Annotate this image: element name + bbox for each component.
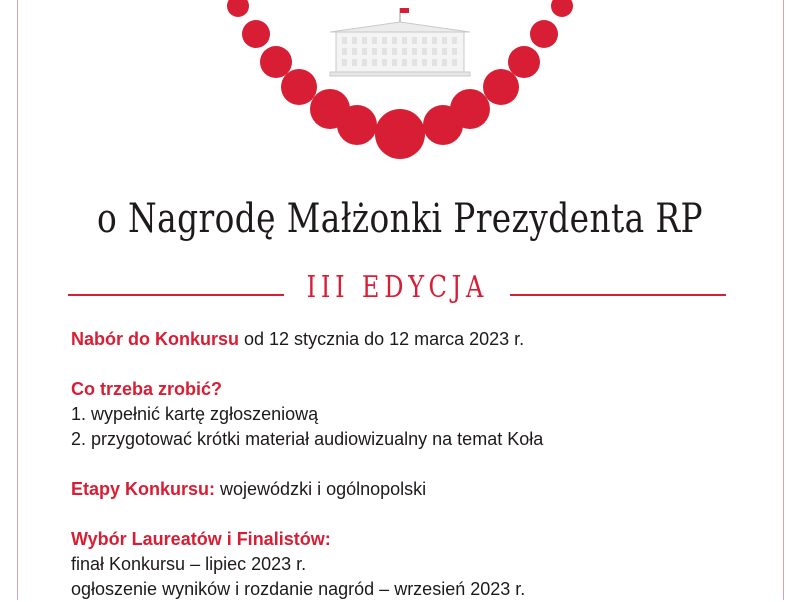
bead [337,105,377,145]
nabor-line [71,327,751,352]
info-content [71,327,751,602]
page-title: o Nagrodę Małżonki Prezydenta RP [97,196,703,242]
divider-left [68,294,284,296]
divider-right [510,294,726,296]
edition-row [68,270,726,310]
etapy-line [71,477,751,502]
presidential-palace-icon [330,8,470,76]
etapy-label: Etapy Konkursu: [71,479,216,499]
bead [530,20,558,48]
nabor-label: Nabór do Konkursu [71,329,240,349]
co-item: 2. przygotować krótki materiał audiowizualny na temat Koła [71,429,544,449]
bead [551,0,573,17]
co-label: Co trzeba zrobić? [71,379,223,399]
nabor-text: od 12 stycznia do 12 marca 2023 r. [239,329,525,349]
wybor-item: finał Konkursu – lipiec 2023 r. [71,554,307,574]
bead [260,46,292,78]
bead [281,69,317,105]
wybor-label: Wybór Laureatów i Finalistów: [71,529,331,549]
necklace-logo [0,0,800,200]
etapy-text: wojewódzki i ogólnopolski [215,479,427,499]
edition-label: III EDYCJA [306,270,489,305]
bead [242,20,270,48]
bead [483,69,519,105]
co-item: 1. wypełnić kartę zgłoszeniową [71,404,319,424]
bead [375,109,425,159]
bead [227,0,249,17]
bead [508,46,540,78]
wybor-item: ogłoszenie wyników i rozdanie nagród – wrzesień 2023 r. [71,579,526,599]
bead [450,89,490,129]
